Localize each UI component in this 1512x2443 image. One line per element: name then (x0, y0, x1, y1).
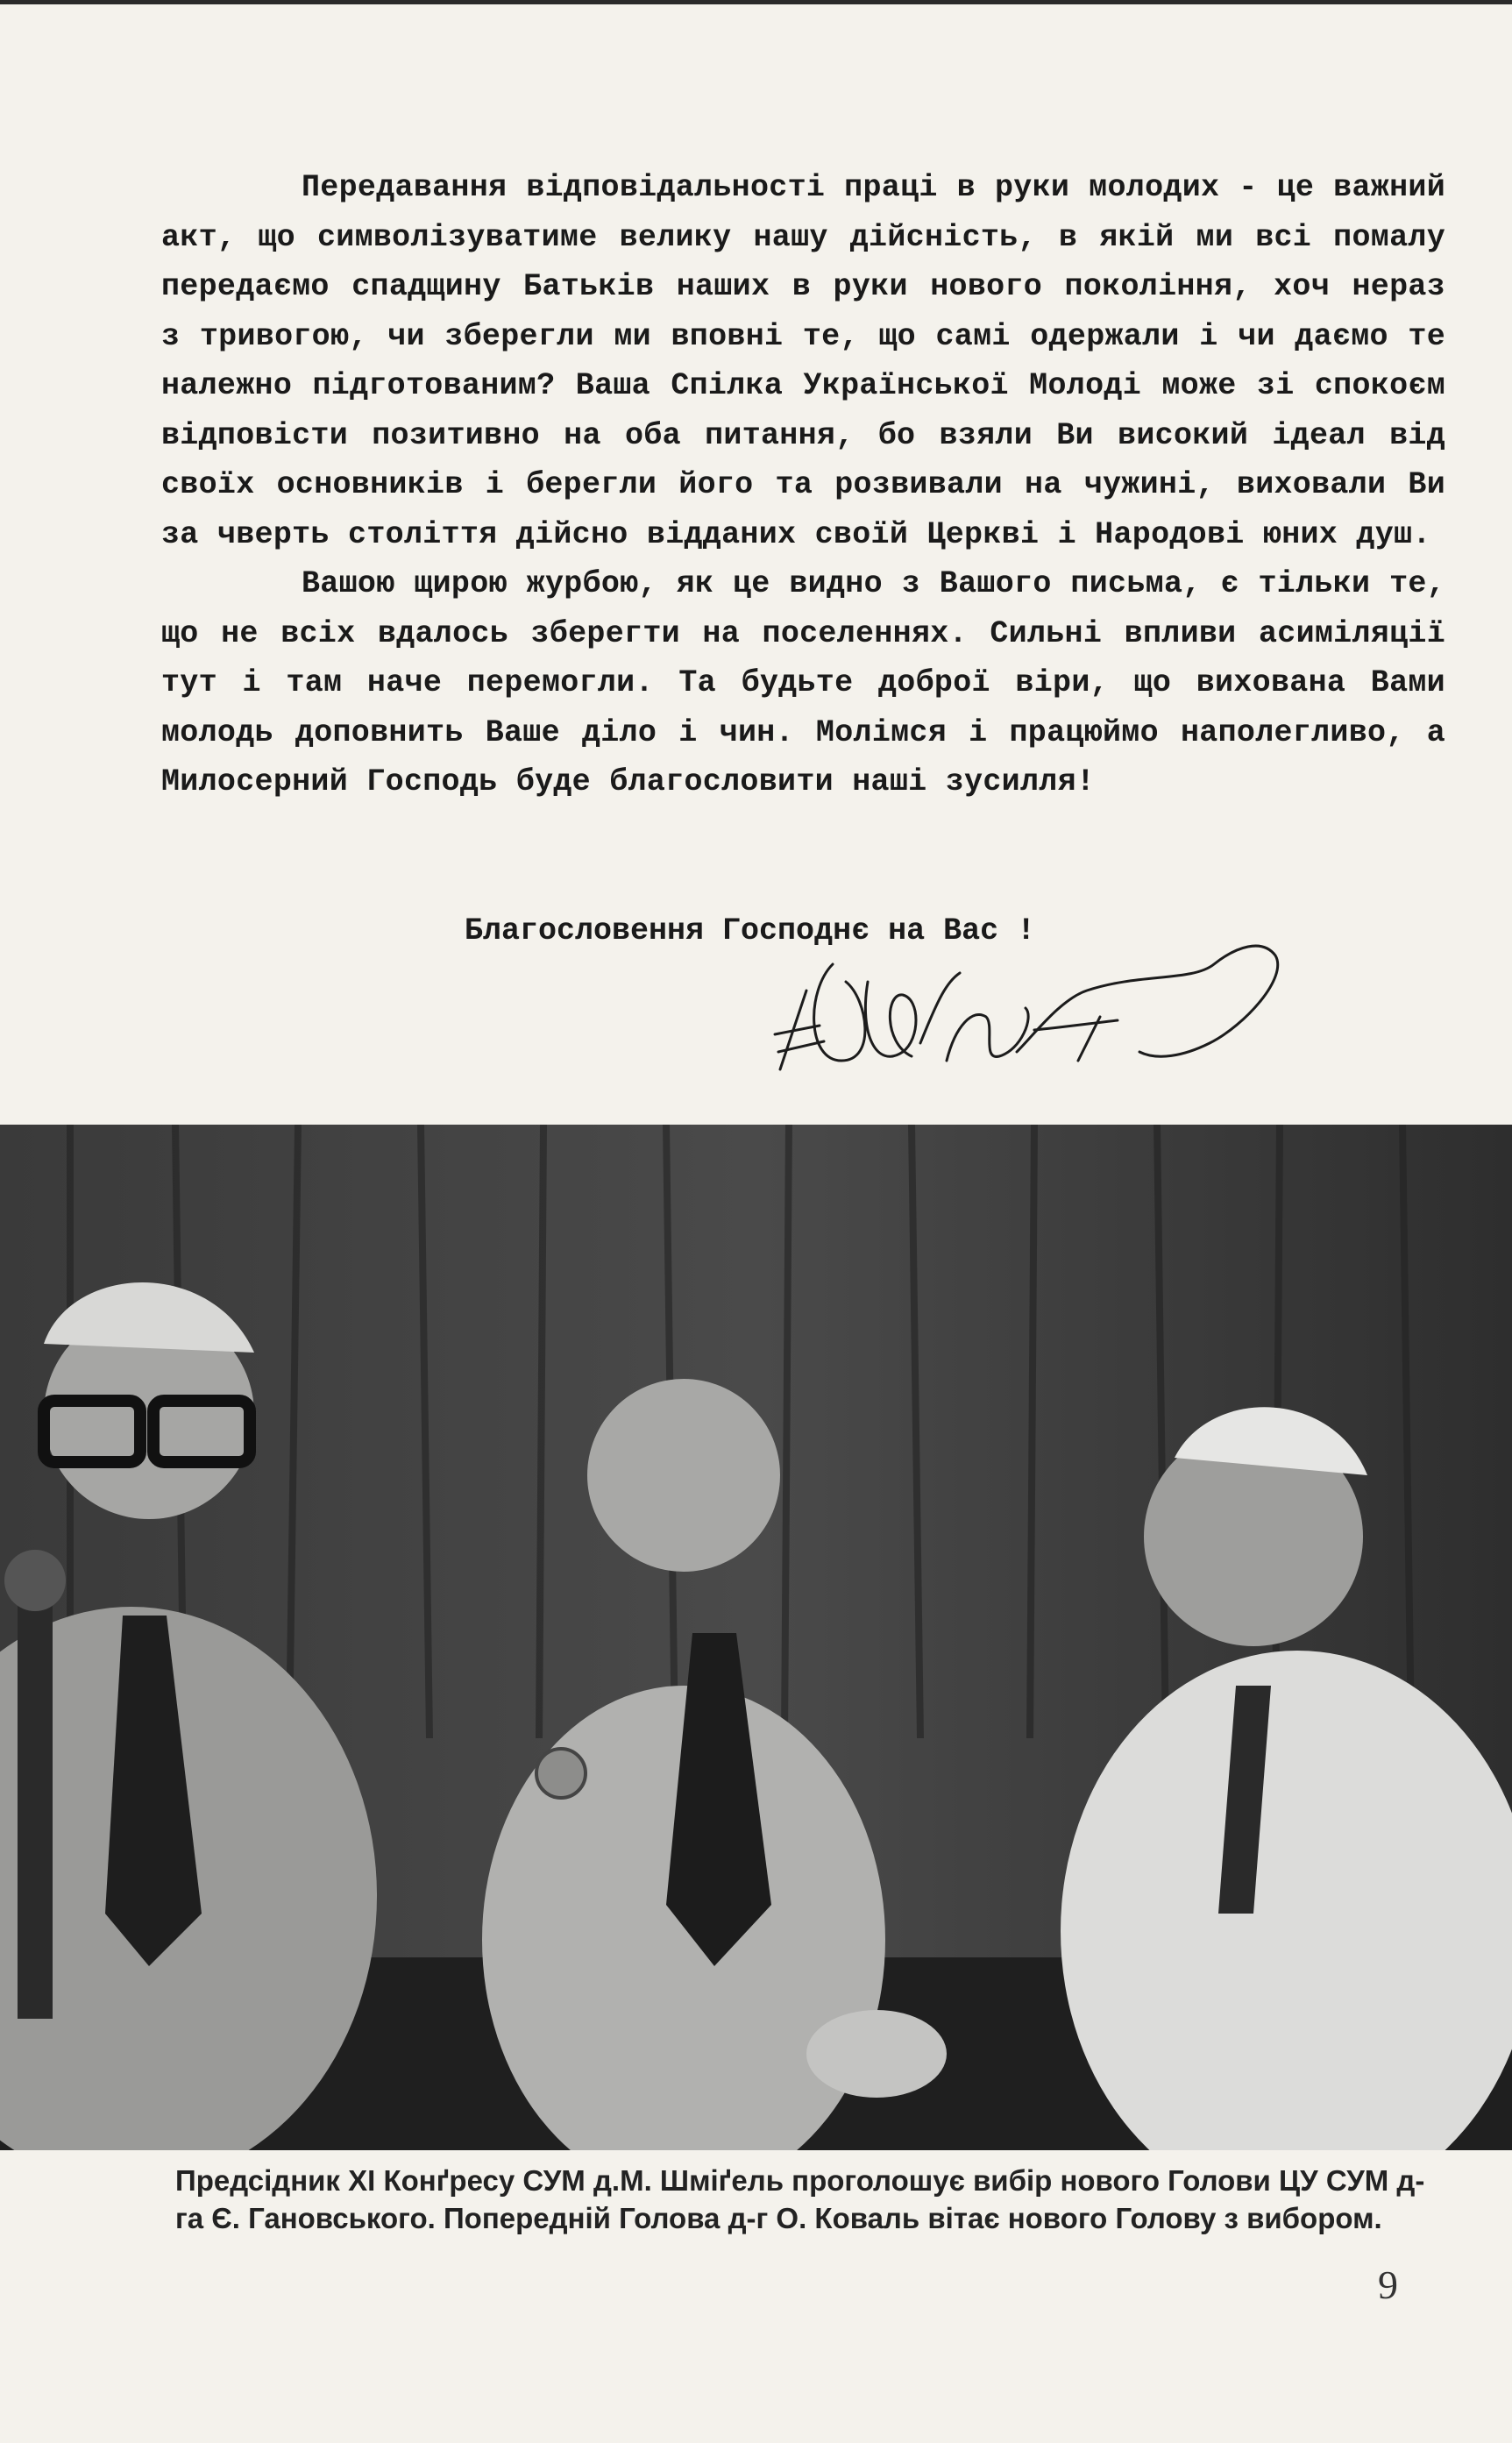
letter-paragraph-1: Передавання відповідальності праці в руки молодих - це важний акт, що символізуватиме велику нашу дійсність, в якій ми всі помалу передаємо спадщину Батьків наших в руки нового покоління, хоч нераз з тривогою, чи зберегли ми вповні те, що самі одержали і чи даємо те належно підготованим? Ваша Спілка Української Молоді може зі спокоєм відповісти позитивно на оба питання, бо взяли Ви високий ідеал від своїх основників і берегли його та розвивали на чужині, виховали Ви за чверть століття дійсно відданих своїй Церкві і Народові юних душ. (161, 170, 1445, 552)
page-number: 9 (1378, 2262, 1398, 2307)
group-photo (0, 1125, 1512, 2150)
blessing-line: Благословення Господнє на Вас ! (465, 913, 1036, 948)
handwritten-signature (771, 929, 1288, 1087)
letter-body (161, 163, 1445, 807)
top-rule (0, 0, 1512, 4)
letter-paragraph-2: Вашою щирою журбою, як це видно з Вашого письма, є тільки те, що не всіх вдалось зберегти на поселеннях. Сильні впливи асиміляції тут і там наче перемогли. Та будьте доброї віри, що вихована Вами молодь доповнить Ваше діло і чин. Молімся і працюймо наполегливо, а Милосерний Господь буде благословити наші зусилля! (161, 566, 1445, 799)
photo-caption: Предсідник XI Конґресу СУМ д.М. Шміґель проголошує вибір нового Голови ЦУ СУМ д-га Є. Гановського. Попередній Голова д-г О. Коваль вітає нового Голову з вибором. (175, 2164, 1425, 2234)
